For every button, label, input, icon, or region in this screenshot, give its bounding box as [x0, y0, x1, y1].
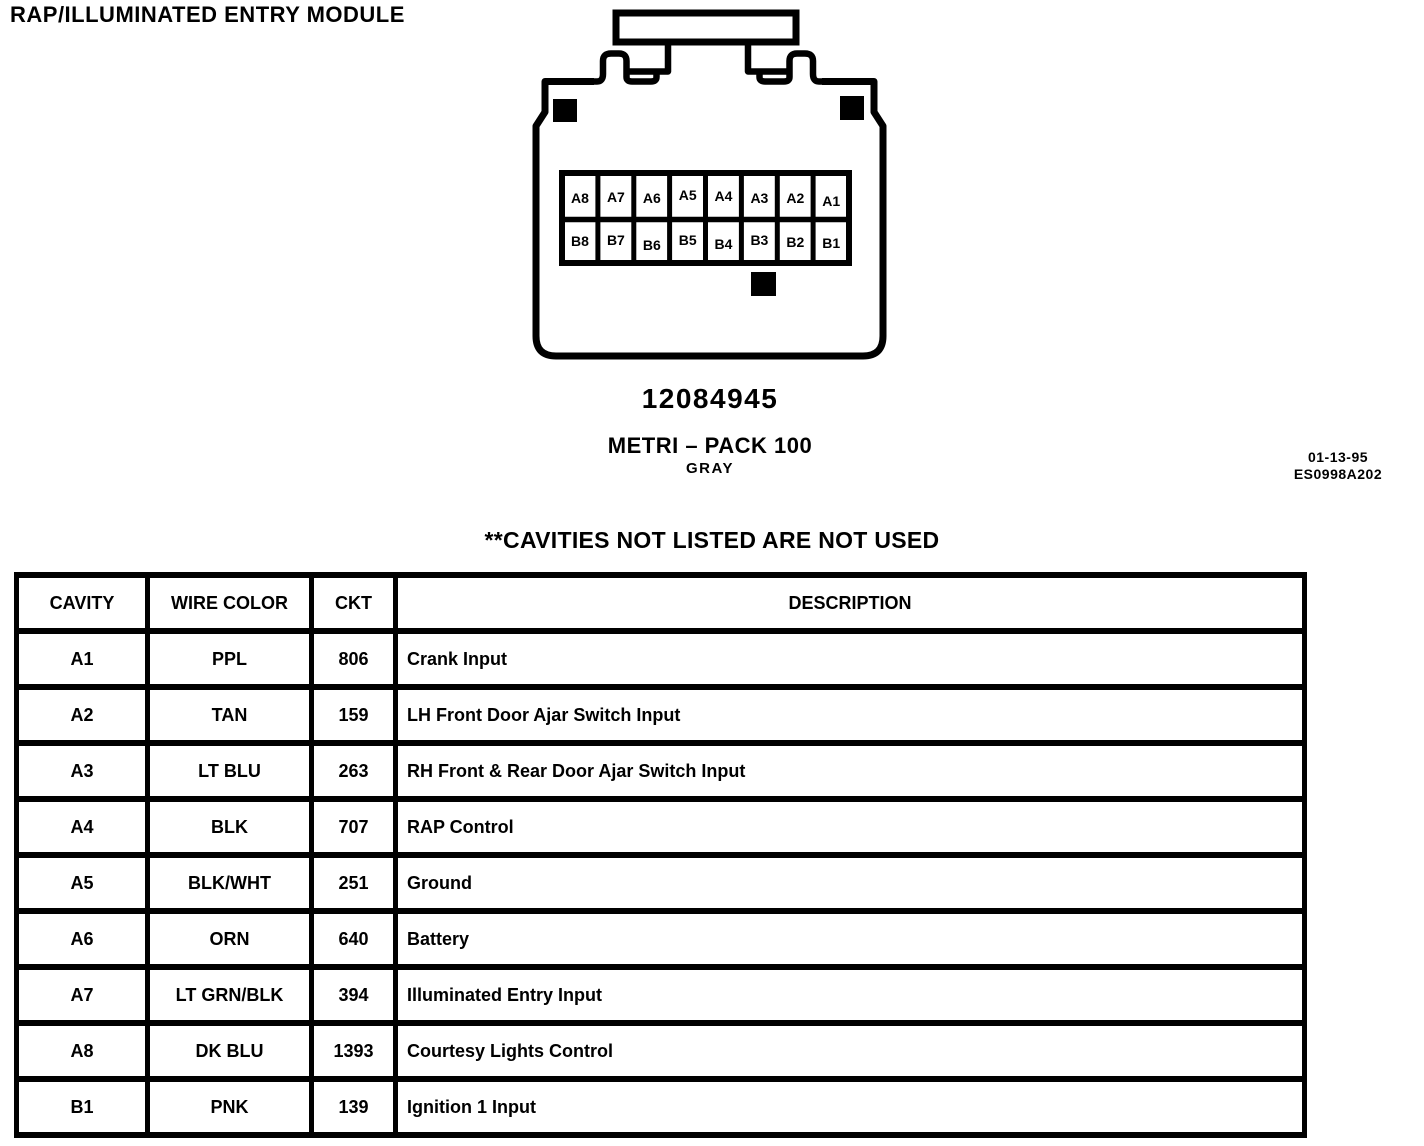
- pin-label: A5: [678, 187, 697, 203]
- cell-wire-color: PNK: [148, 1079, 312, 1135]
- cell-cavity: A8: [17, 1023, 148, 1079]
- cell-description: Ground: [396, 855, 1305, 911]
- cell-ckt: 707: [312, 799, 396, 855]
- index-square-bottom: [751, 272, 776, 296]
- cell-cavity: A5: [17, 855, 148, 911]
- connector-latch-left: [594, 45, 668, 82]
- doc-id-block: [1254, 449, 1422, 483]
- cell-ckt: 159: [312, 687, 396, 743]
- pin-label: B7: [606, 232, 625, 248]
- pin-label: A4: [714, 188, 733, 204]
- header-ckt: CKT: [312, 575, 396, 631]
- pin-label: A7: [606, 189, 625, 205]
- pin-label: B2: [786, 234, 805, 250]
- doc-code: ES0998A202: [1293, 466, 1383, 482]
- cell-description: Battery: [396, 911, 1305, 967]
- connector-diagram: [528, 0, 898, 368]
- cell-wire-color: BLK/WHT: [148, 855, 312, 911]
- table-row: [17, 967, 1305, 1023]
- header-cavity: CAVITY: [17, 575, 148, 631]
- page-title: RAP/ILLUMINATED ENTRY MODULE: [10, 2, 405, 27]
- pin-label: A2: [786, 190, 805, 206]
- cell-description: Courtesy Lights Control: [396, 1023, 1305, 1079]
- cell-wire-color: BLK: [148, 799, 312, 855]
- table-row: [17, 1023, 1305, 1079]
- pin-label: A1: [822, 193, 841, 209]
- pinout-table: [14, 572, 1307, 1138]
- cell-description: Crank Input: [396, 631, 1305, 687]
- table-row: [17, 631, 1305, 687]
- connector-top-tab: [616, 13, 796, 42]
- pin-label: B3: [750, 232, 769, 248]
- connector-series: METRI – PACK 100: [607, 433, 813, 458]
- pin-grid: [562, 173, 849, 263]
- mount-square-left: [553, 99, 577, 122]
- cell-ckt: 806: [312, 631, 396, 687]
- pin-label: B5: [678, 232, 697, 248]
- cell-wire-color: LT GRN/BLK: [148, 967, 312, 1023]
- cell-cavity: A7: [17, 967, 148, 1023]
- cell-description: RH Front & Rear Door Ajar Switch Input: [396, 743, 1305, 799]
- cell-cavity: A6: [17, 911, 148, 967]
- cavities-note: **CAVITIES NOT LISTED ARE NOT USED: [484, 527, 940, 553]
- mount-square-right: [840, 96, 864, 120]
- cell-cavity: A4: [17, 799, 148, 855]
- cell-ckt: 394: [312, 967, 396, 1023]
- connector-part-number: 12084945: [641, 383, 779, 414]
- cell-wire-color: ORN: [148, 911, 312, 967]
- pin-label: A6: [642, 190, 661, 206]
- pin-label: B4: [714, 236, 733, 252]
- header-wire-color: WIRE COLOR: [148, 575, 312, 631]
- cell-ckt: 640: [312, 911, 396, 967]
- table-row: [17, 855, 1305, 911]
- header-description: DESCRIPTION: [396, 575, 1305, 631]
- cell-wire-color: TAN: [148, 687, 312, 743]
- pin-label: A8: [571, 190, 589, 206]
- table-row: [17, 911, 1305, 967]
- table-row: [17, 743, 1305, 799]
- cell-cavity: A1: [17, 631, 148, 687]
- cell-description: Illuminated Entry Input: [396, 967, 1305, 1023]
- cell-cavity: B1: [17, 1079, 148, 1135]
- pin-label: B8: [571, 233, 589, 249]
- cell-cavity: A3: [17, 743, 148, 799]
- table-row: [17, 799, 1305, 855]
- cell-wire-color: LT BLU: [148, 743, 312, 799]
- table-row: [17, 687, 1305, 743]
- cell-wire-color: PPL: [148, 631, 312, 687]
- cell-ckt: 139: [312, 1079, 396, 1135]
- cell-ckt: 1393: [312, 1023, 396, 1079]
- cell-cavity: A2: [17, 687, 148, 743]
- cell-description: RAP Control: [396, 799, 1305, 855]
- cell-description: LH Front Door Ajar Switch Input: [396, 687, 1305, 743]
- doc-date: 01-13-95: [1307, 449, 1369, 465]
- connector-color-label: GRAY: [686, 460, 734, 477]
- pin-label: A3: [750, 190, 769, 206]
- table-header-row: [17, 575, 1305, 631]
- cell-description: Ignition 1 Input: [396, 1079, 1305, 1135]
- cell-wire-color: DK BLU: [148, 1023, 312, 1079]
- connector-latch-right: [748, 45, 822, 82]
- cell-ckt: 263: [312, 743, 396, 799]
- cell-ckt: 251: [312, 855, 396, 911]
- pin-label: B6: [642, 237, 661, 253]
- pin-label: B1: [822, 235, 841, 251]
- table-row: [17, 1079, 1305, 1135]
